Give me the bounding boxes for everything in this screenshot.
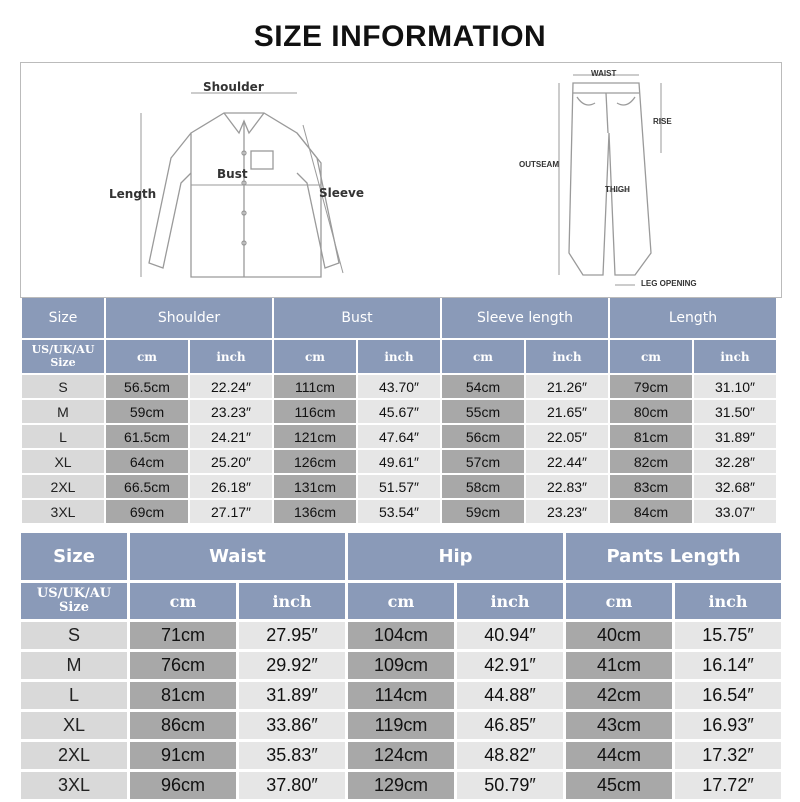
inch-value-cell: 22.24″	[190, 375, 272, 398]
inch-value-cell: 24.21″	[190, 425, 272, 448]
cm-value-cell: 81cm	[610, 425, 692, 448]
inch-value-cell: 35.83″	[239, 742, 345, 769]
inch-value-cell: 23.23″	[190, 400, 272, 423]
cm-value-cell: 136cm	[274, 500, 356, 523]
cm-value-cell: 86cm	[130, 712, 236, 739]
cm-value-cell: 40cm	[566, 622, 672, 649]
waist-column-header: Waist	[130, 533, 345, 580]
inch-value-cell: 32.28″	[694, 450, 776, 473]
pants-length-column-header: Pants Length	[566, 533, 781, 580]
inch-value-cell: 43.70″	[358, 375, 440, 398]
outseam-label: OUTSEAM	[519, 160, 559, 169]
cm-value-cell: 41cm	[566, 652, 672, 679]
length-label: Length	[109, 187, 157, 201]
table-row	[21, 652, 781, 679]
inch-value-cell: 37.80″	[239, 772, 345, 799]
cm-value-cell: 79cm	[610, 375, 692, 398]
inch-value-cell: 21.26″	[526, 375, 608, 398]
size-cell: XL	[22, 450, 104, 473]
table-row	[21, 682, 781, 709]
size-column-header: Size	[21, 533, 127, 580]
cm-value-cell: 64cm	[106, 450, 188, 473]
cm-value-cell: 55cm	[442, 400, 524, 423]
sleeve-length-column-header: Sleeve length	[442, 298, 608, 338]
cm-value-cell: 59cm	[106, 400, 188, 423]
shirt-size-table	[20, 296, 778, 525]
cm-value-cell: 124cm	[348, 742, 454, 769]
table-row	[21, 742, 781, 769]
cm-value-cell: 43cm	[566, 712, 672, 739]
size-cell: M	[21, 652, 127, 679]
size-cell: S	[21, 622, 127, 649]
inch-value-cell: 47.64″	[358, 425, 440, 448]
region-size-header: US/UK/AU Size	[22, 340, 104, 373]
hip-column-header: Hip	[348, 533, 563, 580]
cm-value-cell: 81cm	[130, 682, 236, 709]
inch-value-cell: 22.44″	[526, 450, 608, 473]
shoulder-label: Shoulder	[203, 80, 264, 94]
unit-header: inch	[190, 340, 272, 373]
length-column-header: Length	[610, 298, 776, 338]
cm-value-cell: 80cm	[610, 400, 692, 423]
inch-value-cell: 31.89″	[694, 425, 776, 448]
table-row	[21, 712, 781, 739]
inch-value-cell: 16.14″	[675, 652, 781, 679]
cm-value-cell: 59cm	[442, 500, 524, 523]
table-row	[21, 622, 781, 649]
cm-value-cell: 42cm	[566, 682, 672, 709]
cm-value-cell: 82cm	[610, 450, 692, 473]
inch-value-cell: 45.67″	[358, 400, 440, 423]
inch-value-cell: 33.07″	[694, 500, 776, 523]
pants-illustration	[511, 63, 751, 297]
inch-value-cell: 25.20″	[190, 450, 272, 473]
cm-value-cell: 44cm	[566, 742, 672, 769]
pants-size-table	[18, 530, 784, 802]
unit-header: inch	[526, 340, 608, 373]
sleeve-label: Sleeve	[319, 186, 364, 200]
size-cell: 2XL	[22, 475, 104, 498]
unit-header: inch	[239, 583, 345, 619]
size-cell: L	[22, 425, 104, 448]
table-header-row	[21, 533, 781, 580]
unit-header: cm	[610, 340, 692, 373]
inch-value-cell: 44.88″	[457, 682, 563, 709]
rise-label: RISE	[653, 117, 672, 126]
shoulder-column-header: Shoulder	[106, 298, 272, 338]
unit-header: cm	[348, 583, 454, 619]
cm-value-cell: 66.5cm	[106, 475, 188, 498]
unit-header: cm	[274, 340, 356, 373]
cm-value-cell: 71cm	[130, 622, 236, 649]
cm-value-cell: 45cm	[566, 772, 672, 799]
cm-value-cell: 57cm	[442, 450, 524, 473]
inch-value-cell: 31.89″	[239, 682, 345, 709]
cm-value-cell: 54cm	[442, 375, 524, 398]
inch-value-cell: 17.32″	[675, 742, 781, 769]
cm-value-cell: 76cm	[130, 652, 236, 679]
inch-value-cell: 27.95″	[239, 622, 345, 649]
inch-value-cell: 31.10″	[694, 375, 776, 398]
inch-value-cell: 48.82″	[457, 742, 563, 769]
inch-value-cell: 22.83″	[526, 475, 608, 498]
cm-value-cell: 56cm	[442, 425, 524, 448]
inch-value-cell: 50.79″	[457, 772, 563, 799]
inch-value-cell: 53.54″	[358, 500, 440, 523]
waist-label: WAIST	[591, 69, 617, 78]
cm-value-cell: 69cm	[106, 500, 188, 523]
unit-header: cm	[566, 583, 672, 619]
size-column-header: Size	[22, 298, 104, 338]
region-size-header: US/UK/AU Size	[21, 583, 127, 619]
cm-value-cell: 129cm	[348, 772, 454, 799]
leg-opening-label: LEG OPENING	[641, 279, 697, 288]
page-title: SIZE INFORMATION	[253, 20, 547, 53]
size-cell: 3XL	[21, 772, 127, 799]
cm-value-cell: 91cm	[130, 742, 236, 769]
size-cell: M	[22, 400, 104, 423]
unit-header: inch	[694, 340, 776, 373]
size-cell: S	[22, 375, 104, 398]
cm-value-cell: 131cm	[274, 475, 356, 498]
thigh-label: THIGH	[605, 185, 630, 194]
unit-header: cm	[442, 340, 524, 373]
size-cell: XL	[21, 712, 127, 739]
cm-value-cell: 114cm	[348, 682, 454, 709]
unit-header: cm	[106, 340, 188, 373]
cm-value-cell: 126cm	[274, 450, 356, 473]
inch-value-cell: 32.68″	[694, 475, 776, 498]
inch-value-cell: 15.75″	[675, 622, 781, 649]
inch-value-cell: 49.61″	[358, 450, 440, 473]
table-row	[22, 475, 776, 498]
table-unit-row	[21, 583, 781, 619]
unit-header: inch	[675, 583, 781, 619]
shirt-illustration	[21, 63, 351, 297]
cm-value-cell: 58cm	[442, 475, 524, 498]
table-row	[22, 450, 776, 473]
size-cell: 3XL	[22, 500, 104, 523]
size-cell: L	[21, 682, 127, 709]
table-row	[22, 400, 776, 423]
inch-value-cell: 21.65″	[526, 400, 608, 423]
table-unit-row	[22, 340, 776, 373]
inch-value-cell: 27.17″	[190, 500, 272, 523]
cm-value-cell: 104cm	[348, 622, 454, 649]
bust-label: Bust	[217, 167, 248, 181]
inch-value-cell: 17.72″	[675, 772, 781, 799]
cm-value-cell: 96cm	[130, 772, 236, 799]
bust-column-header: Bust	[274, 298, 440, 338]
cm-value-cell: 56.5cm	[106, 375, 188, 398]
inch-value-cell: 51.57″	[358, 475, 440, 498]
unit-header: inch	[358, 340, 440, 373]
inch-value-cell: 29.92″	[239, 652, 345, 679]
cm-value-cell: 121cm	[274, 425, 356, 448]
inch-value-cell: 31.50″	[694, 400, 776, 423]
size-cell: 2XL	[21, 742, 127, 769]
table-header-row	[22, 298, 776, 338]
table-row	[22, 425, 776, 448]
inch-value-cell: 23.23″	[526, 500, 608, 523]
table-row	[22, 500, 776, 523]
inch-value-cell: 16.54″	[675, 682, 781, 709]
table-row	[21, 772, 781, 799]
cm-value-cell: 109cm	[348, 652, 454, 679]
inch-value-cell: 33.86″	[239, 712, 345, 739]
cm-value-cell: 84cm	[610, 500, 692, 523]
cm-value-cell: 119cm	[348, 712, 454, 739]
cm-value-cell: 83cm	[610, 475, 692, 498]
inch-value-cell: 22.05″	[526, 425, 608, 448]
inch-value-cell: 46.85″	[457, 712, 563, 739]
measurement-diagram	[20, 62, 782, 298]
cm-value-cell: 111cm	[274, 375, 356, 398]
inch-value-cell: 16.93″	[675, 712, 781, 739]
unit-header: cm	[130, 583, 236, 619]
inch-value-cell: 40.94″	[457, 622, 563, 649]
inch-value-cell: 26.18″	[190, 475, 272, 498]
cm-value-cell: 116cm	[274, 400, 356, 423]
inch-value-cell: 42.91″	[457, 652, 563, 679]
table-row	[22, 375, 776, 398]
unit-header: inch	[457, 583, 563, 619]
cm-value-cell: 61.5cm	[106, 425, 188, 448]
